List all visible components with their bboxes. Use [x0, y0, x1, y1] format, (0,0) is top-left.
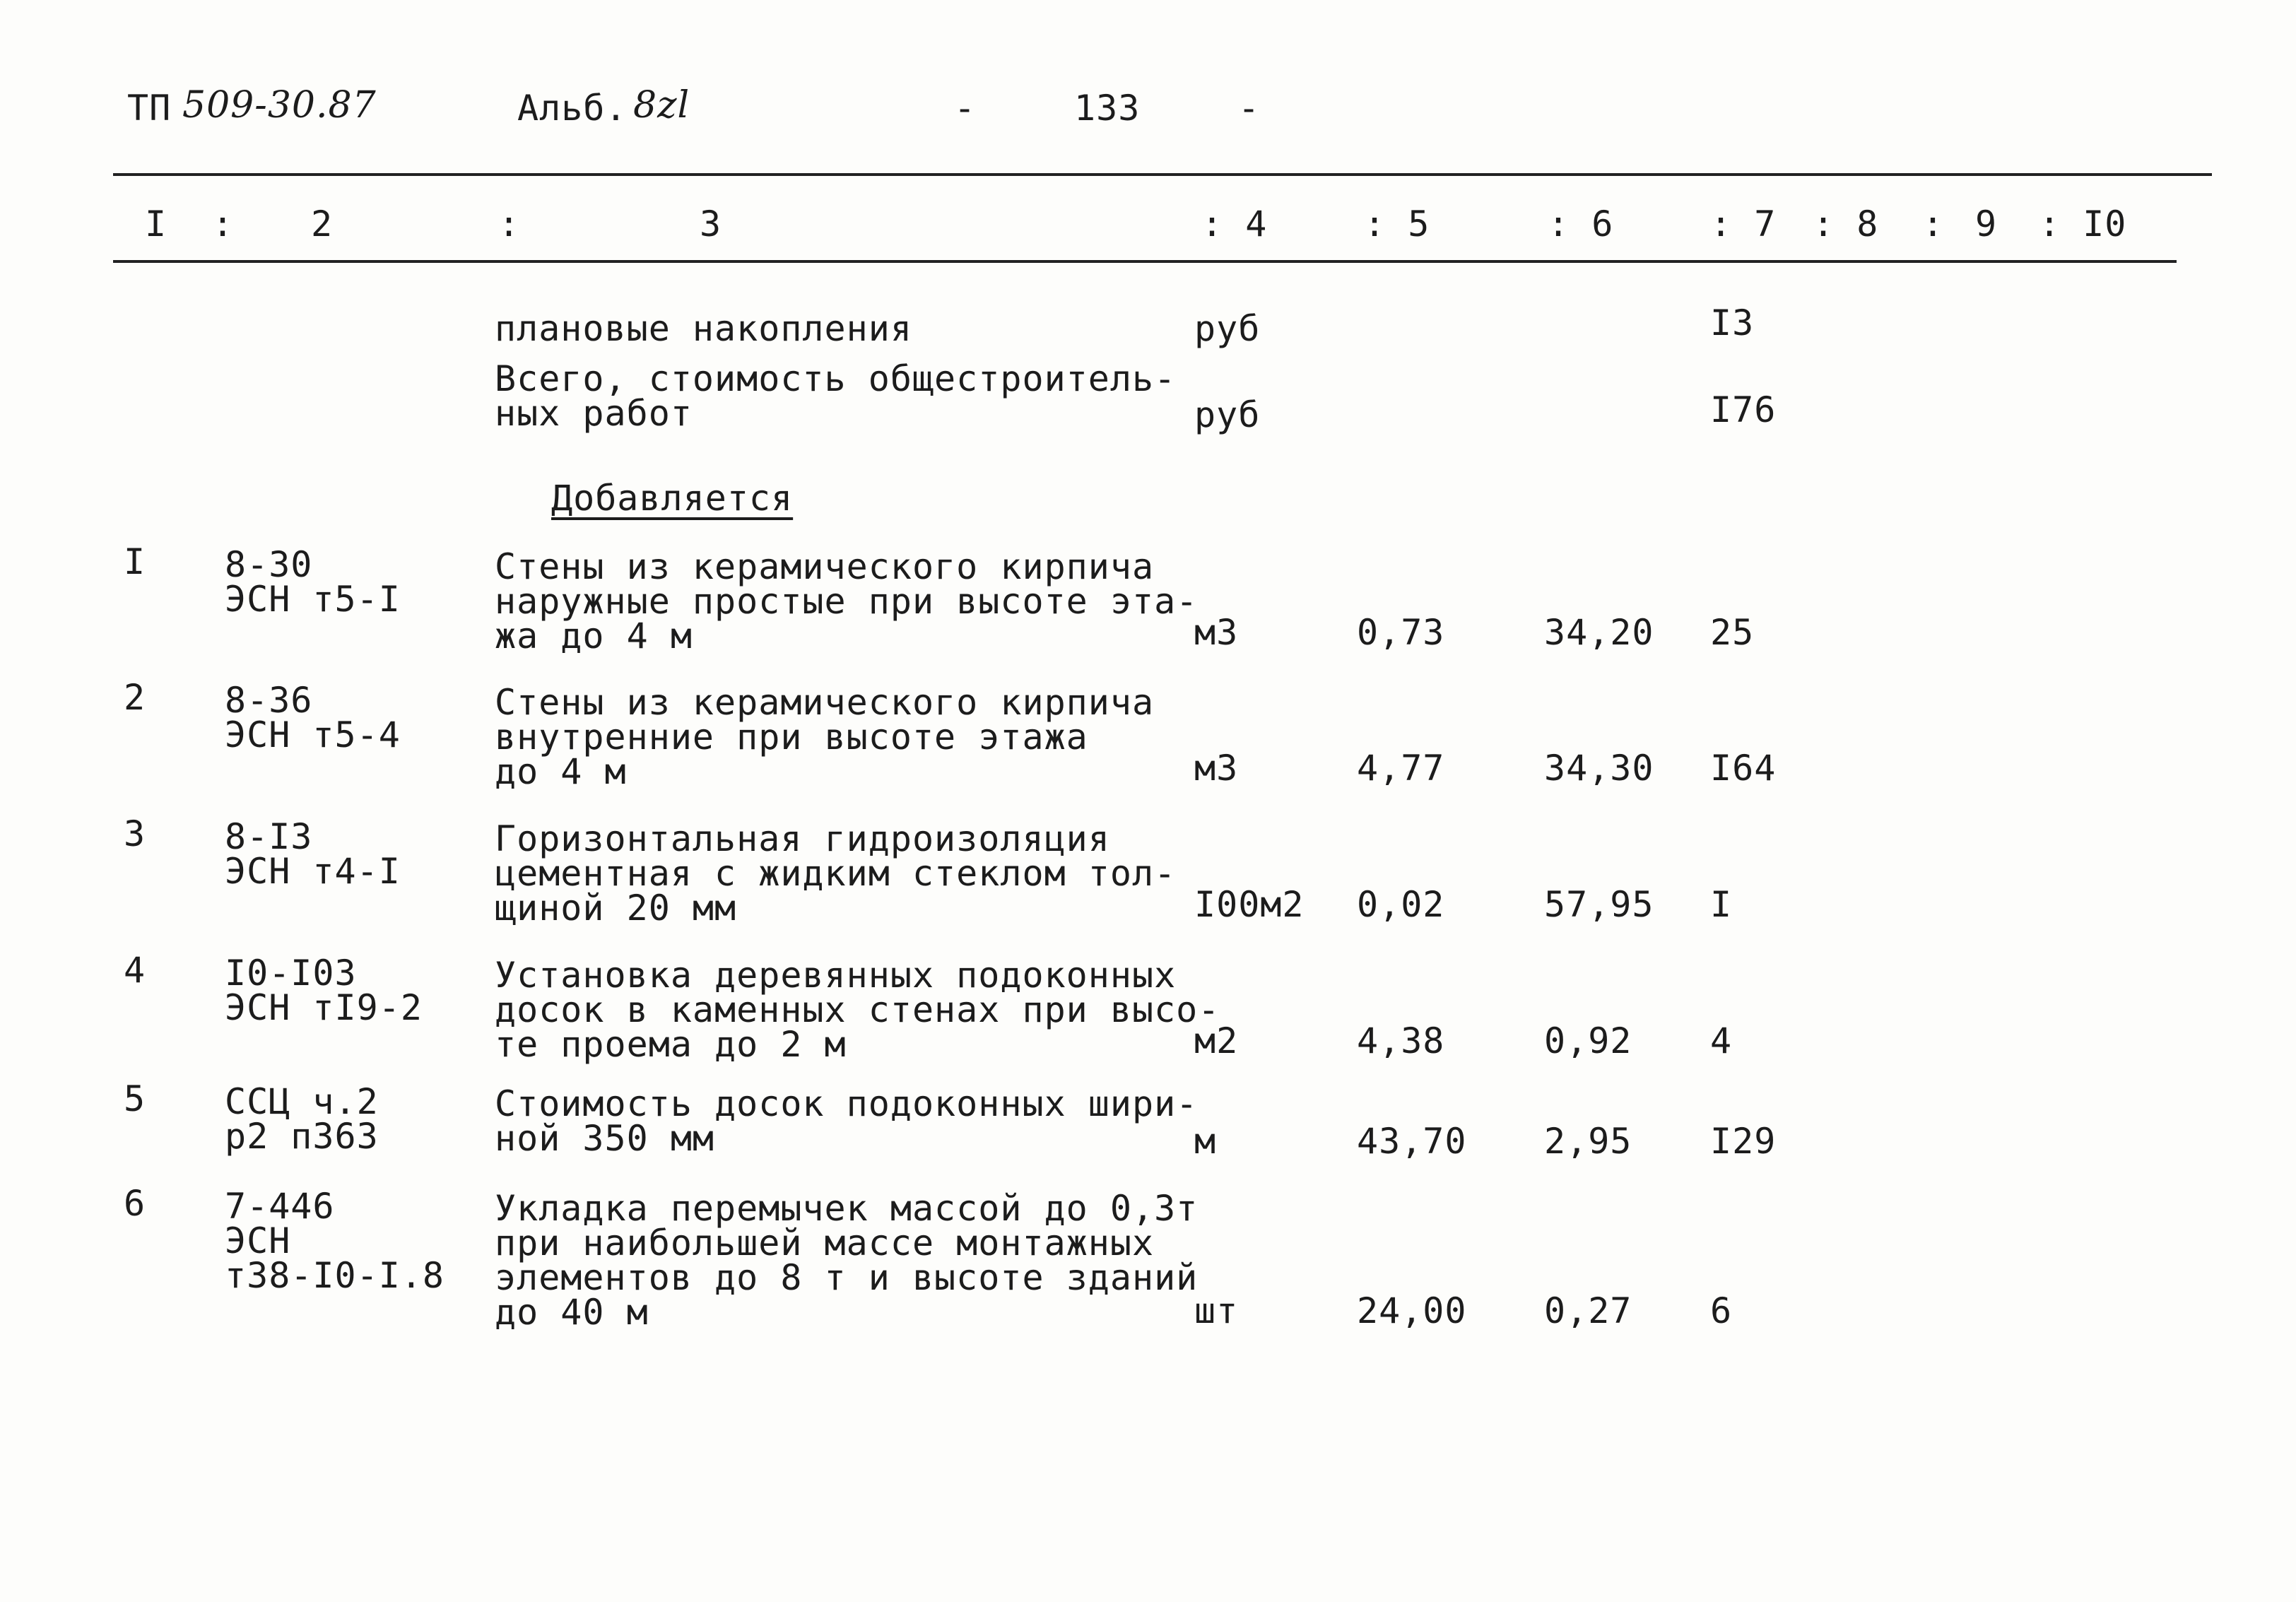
section-title: Добавляется [551, 478, 794, 519]
header-rule-top [113, 173, 2212, 176]
row-description: Стены из керамического кирпича наружные простые при высоте эта- жа до 4 м [495, 546, 1199, 656]
row-unit: м3 [1194, 748, 1239, 789]
page-dash-right: - [1238, 88, 1261, 129]
row-quantity: 4,77 [1357, 748, 1445, 789]
row-number: 5 [124, 1078, 146, 1119]
page-number: 133 [1074, 88, 1141, 129]
album-label: Альб. [517, 88, 628, 129]
header-rule-bottom [113, 260, 2177, 263]
row-total: I64 [1710, 748, 1777, 789]
row-number: I [124, 541, 146, 582]
row-code: 7-446 ЭСН т38-I0-I.8 [225, 1186, 445, 1296]
intro-total: I76 [1710, 389, 1777, 430]
row-total: I29 [1710, 1121, 1777, 1162]
row-number: 6 [124, 1183, 146, 1224]
row-number: 2 [124, 677, 146, 718]
row-quantity: 43,70 [1357, 1121, 1467, 1162]
row-price: 0,27 [1544, 1290, 1632, 1331]
row-description: Стены из керамического кирпича внутренние при высоте этажа до 4 м [495, 682, 1155, 792]
col-5: : 5 [1364, 204, 1430, 245]
row-code: 8-36 ЭСН т5-4 [225, 680, 401, 755]
row-total: 6 [1710, 1290, 1733, 1331]
row-price: 2,95 [1544, 1121, 1632, 1162]
row-description: Стоимость досок подоконных шири- ной 350 мм [495, 1083, 1199, 1159]
row-unit: I00м2 [1194, 884, 1305, 925]
row-quantity: 24,00 [1357, 1290, 1467, 1331]
col-9: 9 [1975, 204, 1998, 245]
row-code: I0-I03 ЭСН тI9-2 [225, 953, 423, 1028]
col-8: : 8 [1813, 204, 1879, 245]
row-unit: м2 [1194, 1020, 1239, 1061]
row-code: 8-I3 ЭСН т4-I [225, 816, 401, 892]
col-2: 2 [311, 204, 334, 245]
intro-text: плановые накопления [495, 308, 912, 349]
intro-total: I3 [1710, 302, 1755, 343]
row-unit: м [1194, 1121, 1217, 1162]
row-price: 57,95 [1544, 884, 1654, 925]
row-unit: шт [1194, 1290, 1239, 1331]
row-total: I [1710, 884, 1733, 925]
col-4: : 4 [1201, 204, 1268, 245]
row-description: Укладка перемычек массой до 0,3т при наибольшей массе монтажных элементов до 8 т и высоте зданий до 40 м [495, 1188, 1199, 1333]
series-label: ТП [127, 88, 172, 129]
row-unit: м3 [1194, 612, 1239, 653]
album-handwritten: 8zl [633, 84, 690, 126]
intro-text: Всего, стоимость общестроитель- ных работ [495, 358, 1177, 434]
row-price: 0,92 [1544, 1020, 1632, 1061]
row-number: 3 [124, 813, 146, 854]
row-quantity: 0,02 [1357, 884, 1445, 925]
row-price: 34,20 [1544, 612, 1654, 653]
col-10: : I0 [2039, 204, 2127, 245]
row-code: ССЦ ч.2 р2 п363 [225, 1081, 379, 1157]
col-3: 3 [700, 204, 722, 245]
row-total: 4 [1710, 1020, 1733, 1061]
row-number: 4 [124, 950, 146, 991]
intro-unit: руб [1194, 394, 1261, 435]
series-handwritten: 509-30.87 [182, 84, 377, 126]
col-1: I [145, 204, 167, 245]
row-quantity: 4,38 [1357, 1020, 1445, 1061]
row-quantity: 0,73 [1357, 612, 1445, 653]
row-total: 25 [1710, 612, 1755, 653]
col-sep: : [498, 204, 521, 245]
intro-unit: руб [1194, 308, 1261, 349]
row-price: 34,30 [1544, 748, 1654, 789]
row-code: 8-30 ЭСН т5-I [225, 544, 401, 620]
col-7: : 7 [1710, 204, 1777, 245]
page-dash-left: - [954, 88, 977, 129]
col-6: : 6 [1548, 204, 1614, 245]
col-sep: : [212, 204, 235, 245]
row-description: Горизонтальная гидроизоляция цементная с жидким стеклом тол- щиной 20 мм [495, 818, 1177, 929]
col-sep: : [1922, 204, 1945, 245]
row-description: Установка деревянных подоконных досок в каменных стенах при высо- те проема до 2 м [495, 955, 1220, 1065]
